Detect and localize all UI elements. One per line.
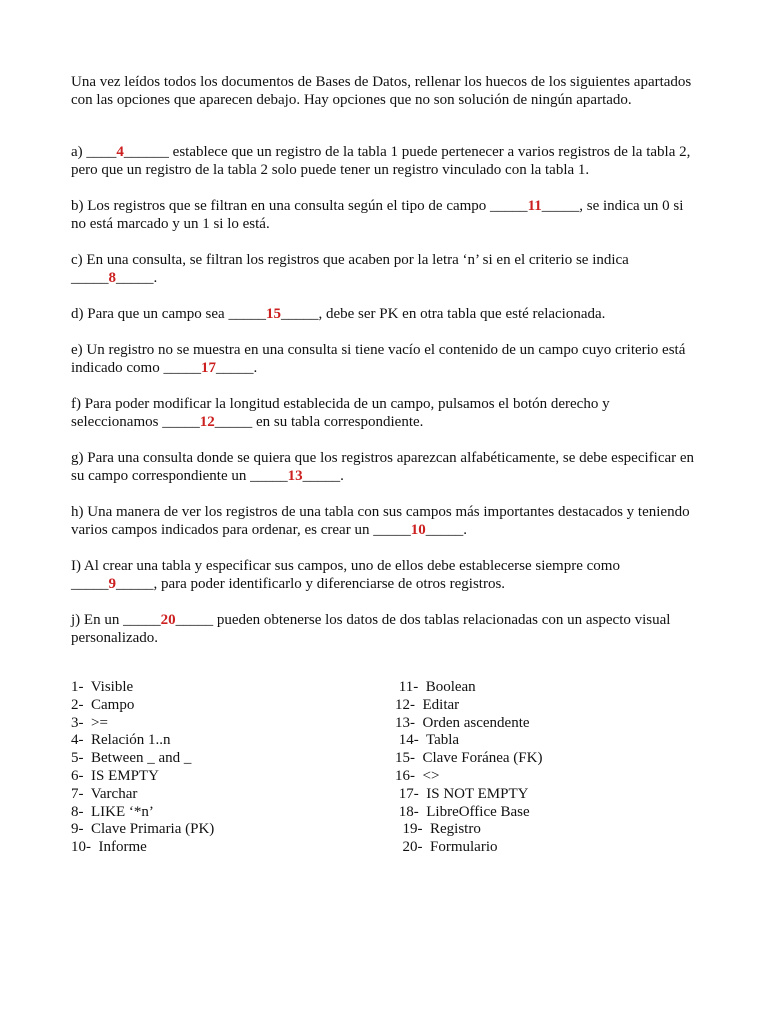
question-text: I) Al crear una tabla y especificar sus campos, uno de ellos debe establecerse siempre como bbox=[71, 558, 620, 574]
intro-paragraph bbox=[71, 73, 711, 109]
question-text: indicado como _____ bbox=[71, 360, 201, 376]
options-column-right bbox=[395, 679, 542, 857]
option-item: 14- Tabla bbox=[395, 732, 460, 749]
answer-c: 8 bbox=[108, 270, 116, 286]
question-text: _____, para poder identificarlo y diferenciarse de otros registros. bbox=[116, 576, 506, 592]
question-text: varios campos indicados para ordenar, es crear un _____ bbox=[71, 522, 411, 538]
option-item: 11- Boolean bbox=[395, 679, 476, 695]
question-text: su campo correspondiente un _____ bbox=[71, 468, 288, 484]
question-text: f) Para poder modificar la longitud establecida de un campo, pulsamos el botón derecho y bbox=[71, 396, 610, 412]
question-text: _____. bbox=[425, 522, 467, 538]
answer-i: 9 bbox=[108, 576, 116, 592]
question-text: a) ____ bbox=[71, 144, 117, 160]
answer-d: 15 bbox=[265, 306, 281, 322]
question-text: _____, se indica un 0 si bbox=[541, 198, 684, 214]
question-text: personalizado. bbox=[71, 630, 159, 646]
question-b bbox=[71, 197, 711, 233]
option-item: 3- >= bbox=[71, 714, 108, 731]
option-item: 16- <> bbox=[395, 767, 440, 784]
option-item: 4- Relación 1..n bbox=[71, 732, 171, 749]
question-text: c) En una consulta, se filtran los registros que acaben por la letra ‘n’ si en el criterio se indica bbox=[71, 252, 629, 268]
option-item: 19- Registro bbox=[395, 821, 481, 838]
option-item: 20- Formulario bbox=[395, 839, 498, 856]
question-text: _____. bbox=[302, 468, 344, 484]
question-d bbox=[71, 305, 711, 323]
question-c bbox=[71, 251, 711, 287]
option-item: 2- Campo bbox=[71, 696, 135, 713]
question-text: _____ pueden obtenerse los datos de dos tablas relacionadas con un aspecto visual bbox=[175, 612, 671, 628]
option-item: 10- Informe bbox=[71, 839, 147, 856]
question-h bbox=[71, 503, 711, 539]
question-text: e) Un registro no se muestra en una consulta si tiene vacío el contenido de un campo cuyo criterio está bbox=[71, 342, 686, 358]
question-text: no está marcado y un 1 si lo está. bbox=[71, 216, 270, 232]
intro-line: con las opciones que aparecen debajo. Hay opciones que no son solución de ningún apartado. bbox=[71, 92, 632, 108]
question-e bbox=[71, 341, 711, 377]
question-text: _____ bbox=[71, 576, 109, 592]
question-text: _____. bbox=[116, 270, 158, 286]
answer-a: 4 bbox=[116, 144, 124, 160]
answer-g: 13 bbox=[287, 468, 303, 484]
question-text: _____, debe ser PK en otra tabla que esté relacionada. bbox=[280, 306, 606, 322]
option-item: 6- IS EMPTY bbox=[71, 767, 159, 784]
answer-b: 11 bbox=[527, 198, 542, 214]
question-j bbox=[71, 611, 711, 647]
question-text: g) Para una consulta donde se quiera que los registros aparezcan alfabéticamente, se debe especificar en bbox=[71, 450, 695, 466]
question-text: ______ establece que un registro de la tabla 1 puede pertenecer a varios registros de la tabla 2, bbox=[123, 144, 691, 160]
options-column-left bbox=[71, 679, 214, 857]
option-item: 12- Editar bbox=[395, 696, 460, 713]
option-item: 1- Visible bbox=[71, 679, 134, 695]
option-item: 8- LIKE ‘*n’ bbox=[71, 803, 154, 820]
question-g bbox=[71, 449, 711, 485]
answer-e: 17 bbox=[200, 360, 216, 376]
question-i bbox=[71, 557, 711, 593]
question-text: b) Los registros que se filtran en una consulta según el tipo de campo _____ bbox=[71, 198, 528, 214]
question-text: _____ en su tabla correspondiente. bbox=[214, 414, 424, 430]
question-text: pero que un registro de la tabla 2 solo puede tener un registro vinculado con la tabla 1. bbox=[71, 162, 590, 178]
question-text: _____. bbox=[215, 360, 258, 376]
answer-f: 12 bbox=[199, 414, 215, 430]
question-text: d) Para que un campo sea _____ bbox=[71, 306, 266, 322]
option-item: 7- Varchar bbox=[71, 785, 138, 802]
option-item: 17- IS NOT EMPTY bbox=[395, 785, 529, 802]
option-item: 5- Between _ and _ bbox=[71, 750, 192, 767]
question-f bbox=[71, 395, 711, 431]
option-item: 13- Orden ascendente bbox=[395, 714, 530, 731]
option-item: 9- Clave Primaria (PK) bbox=[71, 821, 215, 838]
question-text: j) En un _____ bbox=[71, 612, 161, 628]
option-item: 18- LibreOffice Base bbox=[395, 803, 530, 820]
answer-j: 20 bbox=[160, 612, 176, 628]
document-body bbox=[71, 73, 711, 665]
question-text: seleccionamos _____ bbox=[71, 414, 200, 430]
answer-h: 10 bbox=[410, 522, 426, 538]
question-a bbox=[71, 143, 711, 179]
question-text: _____ bbox=[71, 270, 109, 286]
options-list bbox=[71, 679, 711, 869]
intro-line: Una vez leídos todos los documentos de Bases de Datos, rellenar los huecos de los siguientes apartados bbox=[71, 74, 692, 90]
option-item: 15- Clave Foránea (FK) bbox=[395, 750, 543, 767]
question-text: h) Una manera de ver los registros de una tabla con sus campos más importantes destacados y teniendo bbox=[71, 504, 690, 520]
